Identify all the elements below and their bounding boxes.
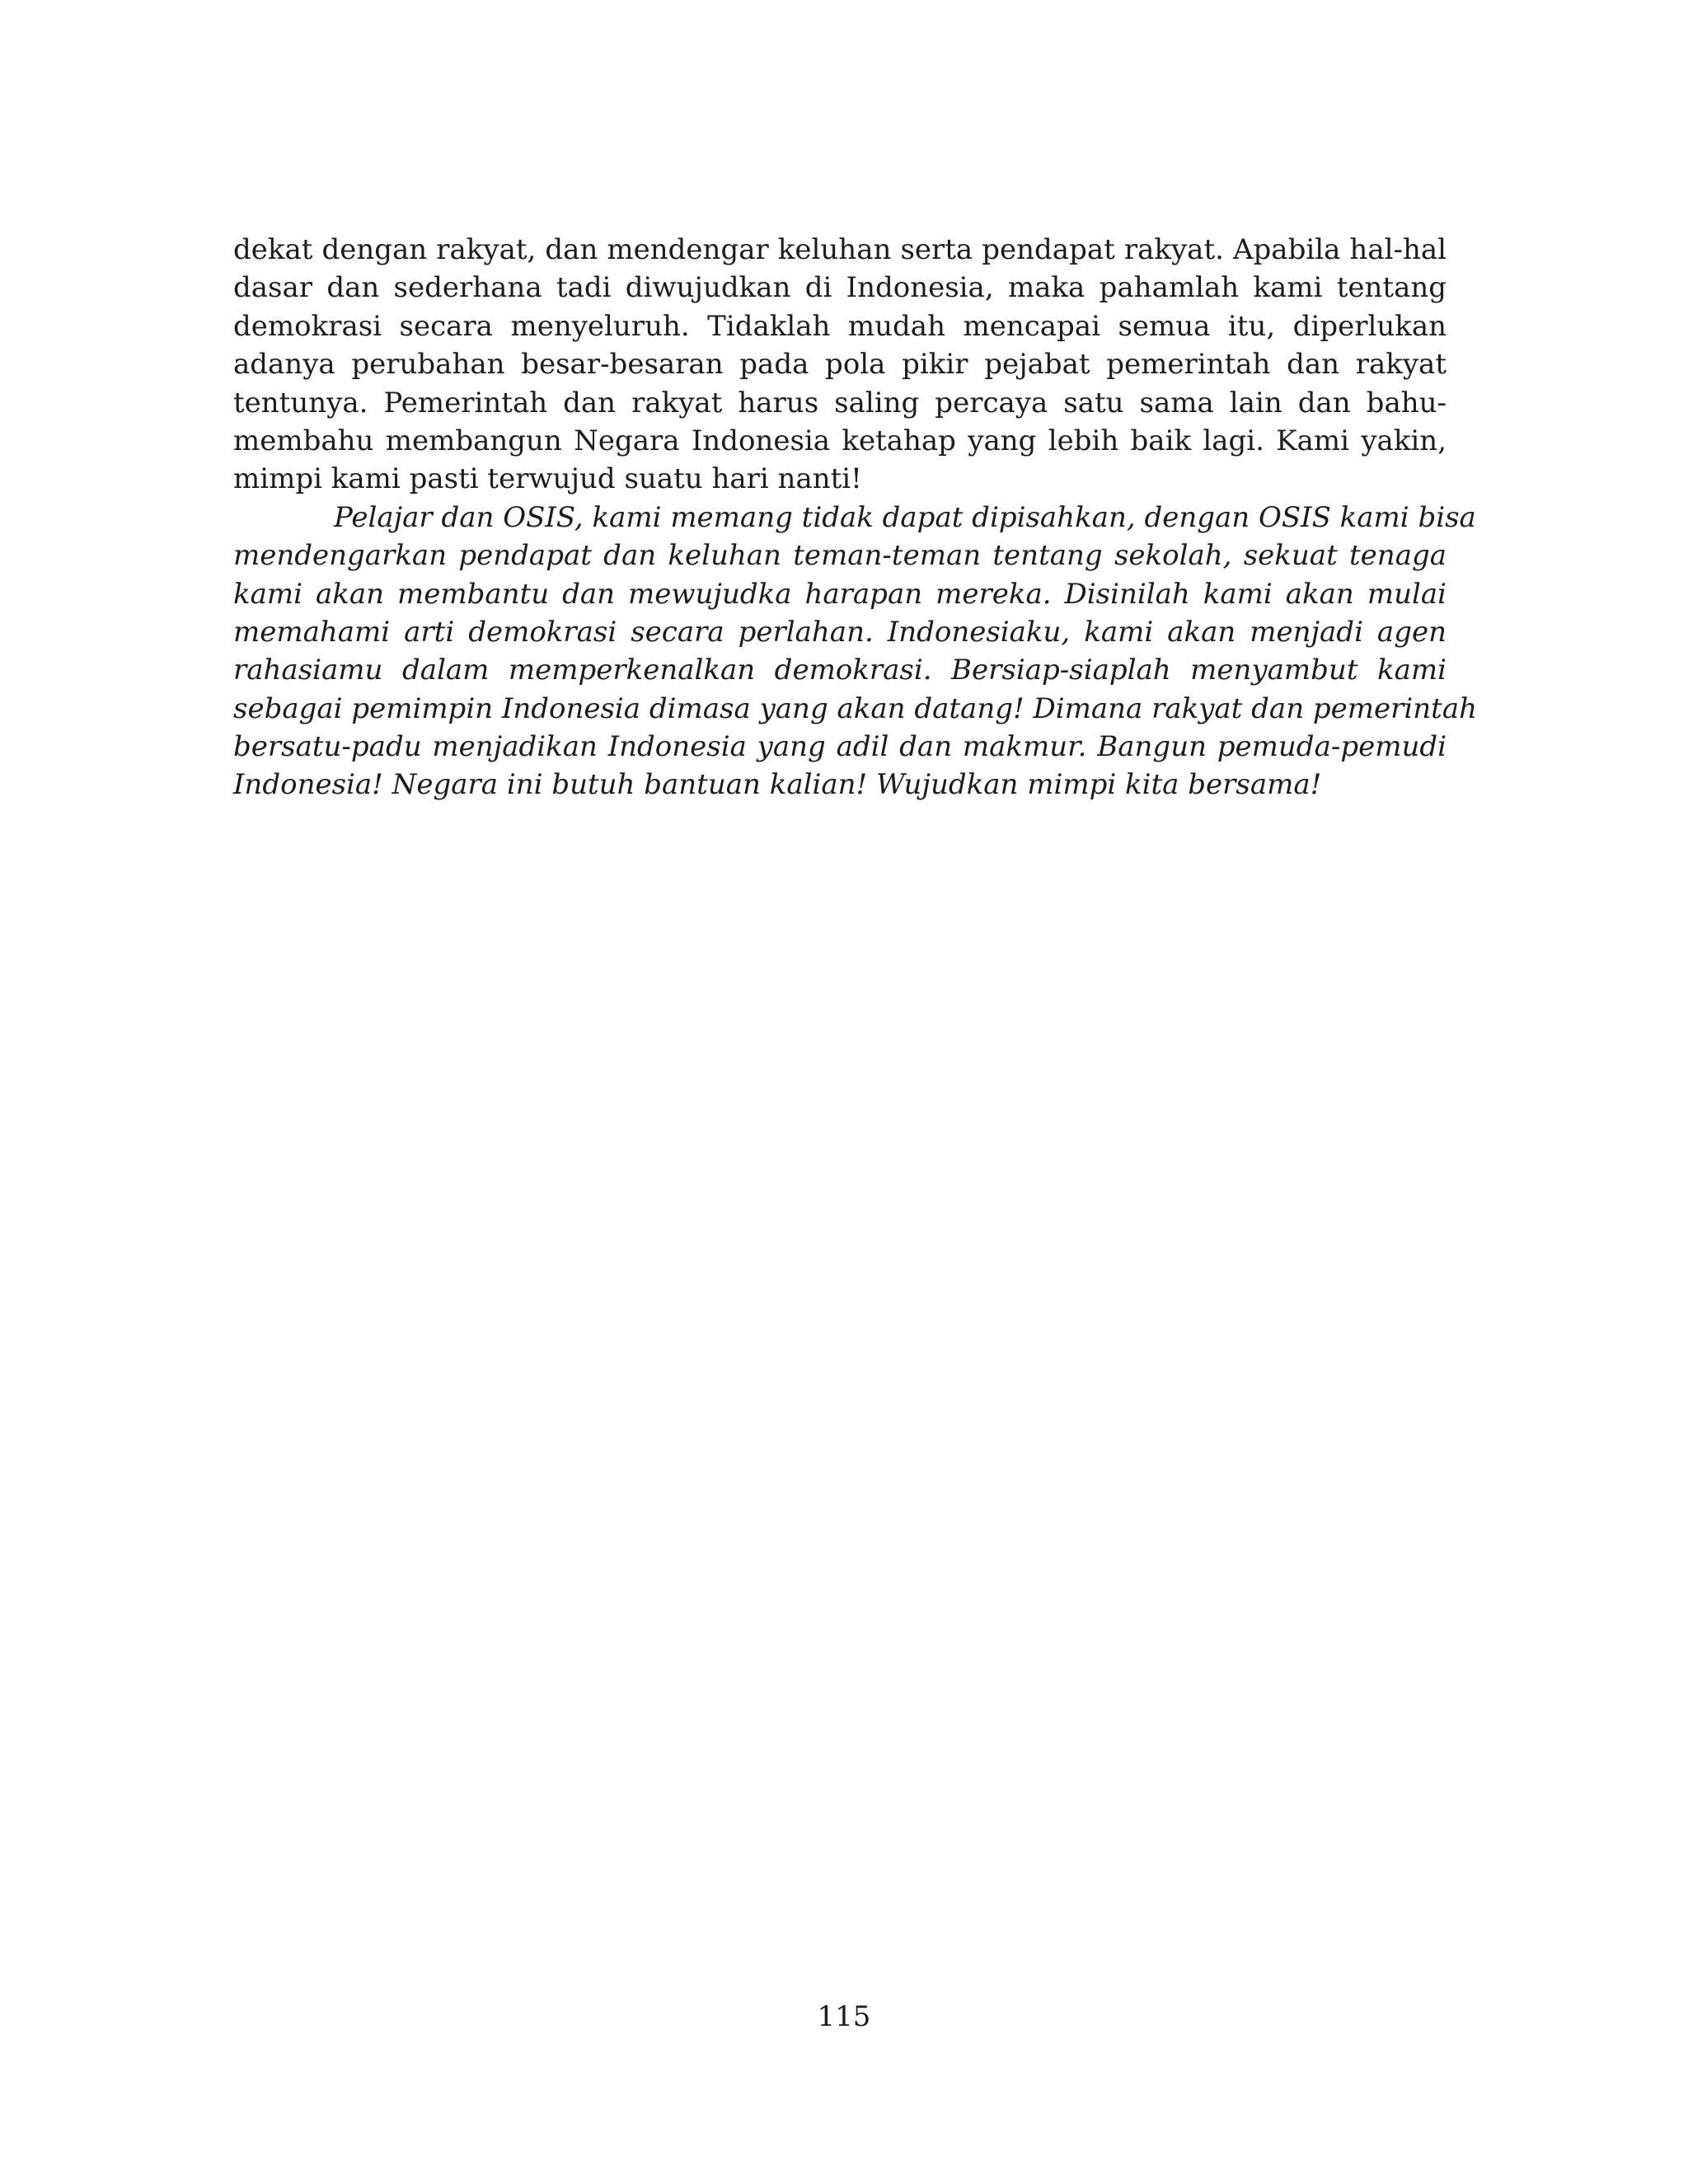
paragraph-2-line: Pelajar dan OSIS, kami memang tidak dapat dipisahkan, dengan OSIS kami bisa [334,500,1476,534]
paragraph-2-line: rahasiamu dalam memperkenalkan demokrasi. Bersiap-siaplah menyambut kami [233,654,1447,687]
paragraph-2-line: bersatu-padu menjadikan Indonesia yang adil dan makmur. Bangun pemuda-pemudi [233,730,1447,764]
paragraph-1-line: demokrasi secara menyeluruh. Tidaklah mudah mencapai semua itu, diperlukan [233,309,1447,343]
paragraph-1-line: adanya perubahan besar-besaran pada pola pikir pejabat pemerintah dan rakyat [233,348,1447,382]
paragraph-2-line: kami akan membantu dan mewujudka harapan mereka. Disinilah kami akan mulai [233,577,1447,611]
paragraph-2-line: mendengarkan pendapat dan keluhan teman-teman tentang sekolah, sekuat tenaga [233,539,1447,573]
paragraph-2-line: Indonesia! Negara ini butuh bantuan kalian! Wujudkan mimpi kita bersama! [233,768,1322,802]
paragraph-1-line: tentunya. Pemerintah dan rakyat harus saling percaya satu sama lain dan bahu- [233,386,1447,419]
paragraph-1-line: dasar dan sederhana tadi diwujudkan di Indonesia, maka pahamlah kami tentang [233,271,1447,305]
paragraph-2-line: sebagai pemimpin Indonesia dimasa yang akan datang! Dimana rakyat dan pemerintah [233,691,1477,725]
paragraph-2 [233,499,1477,804]
paragraph-1-line: membahu membangun Negara Indonesia ketahap yang lebih baik lagi. Kami yakin, [233,424,1447,457]
page-number: 115 [817,2000,871,2033]
paragraph-1 [233,231,1447,499]
paragraph-1-line: dekat dengan rakyat, dan mendengar keluhan serta pendapat rakyat. Apabila hal-hal [233,233,1447,266]
paragraph-1-line: mimpi kami pasti terwujud suatu hari nanti! [233,462,862,496]
body-text [233,231,1477,804]
paragraph-2-line: memahami arti demokrasi secara perlahan. Indonesiaku, kami akan menjadi agen [233,615,1447,649]
